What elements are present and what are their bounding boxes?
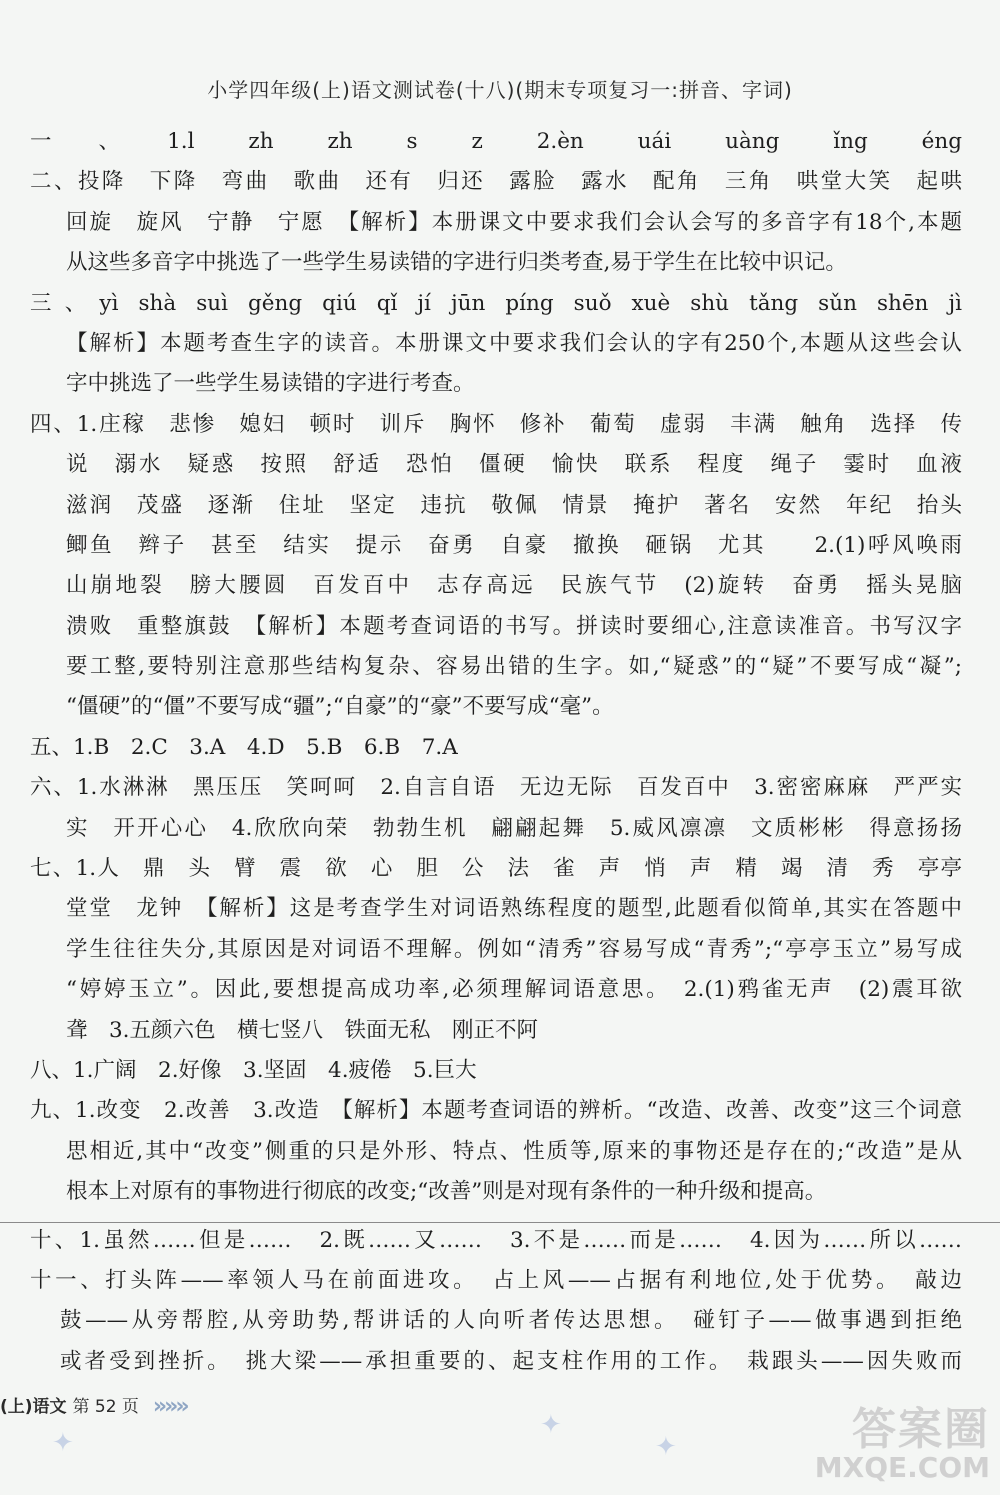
answer-line: 八、1.广阔 2.好像 3.坚固 4.疲倦 5.巨大 (30, 1057, 477, 1083)
answer-line: 六、1.水淋淋 黑压压 笑呵呵 2.自言自语 无边无际 百发百中 3.密密麻麻 严严实 (30, 775, 962, 801)
answer-line: 七、1.人 鼎 头 臂 震 欲 心 胆 公 法 雀 声 悄 声 精 竭 清 秀 亭亭 (30, 856, 962, 882)
answer-content (30, 122, 962, 1382)
watermark (814, 1404, 990, 1484)
sparkle-icon: ✦ (52, 1428, 74, 1458)
answer-line: 十一、打头阵——率领人马在前面进攻。 占上风——占据有利地位,处于优势。 敲边 (30, 1267, 962, 1293)
answer-line: 从这些多音字中挑选了一些学生易读错的字进行归类考查,易于学生在比较中识记。 (66, 250, 847, 276)
answer-line: 回旋 旋风 宁静 宁愿 【解析】本册课文中要求我们会认会写的多音字有18个,本题 (66, 209, 962, 235)
answer-line: “僵硬”的“僵”不要写成“疆”;“自豪”的“豪”不要写成“毫”。 (66, 694, 614, 720)
answer-line: 二、投降 下降 弯曲 歌曲 还有 归还 露脸 露水 配角 三角 哄堂大笑 起哄 (30, 169, 962, 195)
watermark-url: MXQE.COM (814, 1451, 990, 1484)
answer-line: “婷婷玉立”。因此,要想提高成功率,必须理解词语意思。 2.(1)鸦雀无声 (2)震耳欲 (66, 977, 962, 1003)
section-divider (0, 1222, 1000, 1223)
answer-line: 九、1.改变 2.改善 3.改造 【解析】本题考查词语的辨析。“改造、改善、改变”这三个词意 (30, 1098, 962, 1124)
answer-line: 学生往往失分,其原因是对词语不理解。例如“清秀”容易写成“青秀”;“亭亭玉立”易写成 (66, 936, 962, 962)
sparkle-icon: ✦ (540, 1410, 562, 1440)
answer-line: 思相近,其中“改变”侧重的只是外形、特点、性质等,原来的事物还是存在的;“改造”是从 (66, 1138, 962, 1164)
answer-line: 说 溺水 疑惑 按照 舒适 恐怕 僵硬 愉快 联系 程度 绳子 霎时 血液 (66, 452, 962, 478)
answer-line: 鲫鱼 辫子 甚至 结实 提示 奋勇 自豪 撤换 砸锅 尤其 2.(1)呼风唤雨 (66, 532, 962, 558)
answer-line: 三、yì shà suì gěng qiú qǐ jí jūn píng suǒ xuè shù tǎng sǔn shēn jì (30, 290, 962, 316)
answer-line: 【解析】本题考查生字的读音。本册课文中要求我们会认的字有250个,本题从这些会认 (66, 330, 962, 356)
answer-line: 五、1.B 2.C 3.A 4.D 5.B 6.B 7.A (30, 734, 458, 760)
answer-line: 滋润 茂盛 逐渐 住址 坚定 违抗 敬佩 情景 掩护 著名 安然 年纪 抬头 (66, 492, 962, 518)
answer-line: 十、1.虽然……但是…… 2.既……又…… 3.不是……而是…… 4.因为……所以…… (30, 1227, 962, 1253)
answer-line: 或者受到挫折。 挑大梁——承担重要的、起支柱作用的工作。 栽跟头——因失败而 (60, 1348, 962, 1374)
page-title: 小学四年级(上)语文测试卷(十八)(期末专项复习一:拼音、字词) (207, 78, 793, 102)
answer-line: 要工整,要特别注意那些结构复杂、容易出错的生字。如,“疑惑”的“疑”不要写成“凝”; (66, 654, 962, 680)
answer-line: 山崩地裂 膀大腰圆 百发百中 志存高远 民族气节 (2)旋转 奋勇 摇头晃脑 (66, 573, 962, 599)
answer-line: 字中挑选了一些学生易读错的字进行考查。 (66, 371, 475, 397)
answer-line: 堂堂 龙钟 【解析】这是考查学生对词语熟练程度的题型,此题看似简单,其实在答题中 (66, 896, 962, 922)
answer-line: 鼓——从旁帮腔,从旁助势,帮讲话的人向听者传达思想。 碰钉子——做事遇到拒绝 (60, 1308, 962, 1334)
answer-line: 实 开开心心 4.欣欣向荣 勃勃生机 翩翩起舞 5.威风凛凛 文质彬彬 得意扬扬 (66, 815, 962, 841)
answer-line: 溃败 重整旗鼓 【解析】本题考查词语的书写。拼读时要细心,注意读准音。书写汉字 (66, 613, 962, 639)
page-number: 第 52 页 (72, 1397, 139, 1417)
arrows-icon: »»» (152, 1394, 187, 1419)
answer-line: 四、1.庄稼 悲惨 媳妇 顿时 训斥 胸怀 修补 葡萄 虚弱 丰满 触角 选择 传 (30, 411, 962, 437)
footer-subject: (上)语文 (0, 1397, 67, 1417)
answer-line: 一、1.l zh zh s z 2.èn uái uàng ǐng éng (30, 129, 962, 154)
sparkle-icon: ✦ (655, 1432, 677, 1462)
watermark-logo: 答案圈 (852, 1404, 990, 1455)
answer-line: 聋 3.五颜六色 横七竖八 铁面无私 刚正不阿 (66, 1017, 539, 1043)
answer-line: 根本上对原有的事物进行彻底的改变;“改善”则是对现有条件的一种升级和提高。 (66, 1179, 827, 1205)
page-footer (0, 1392, 187, 1422)
